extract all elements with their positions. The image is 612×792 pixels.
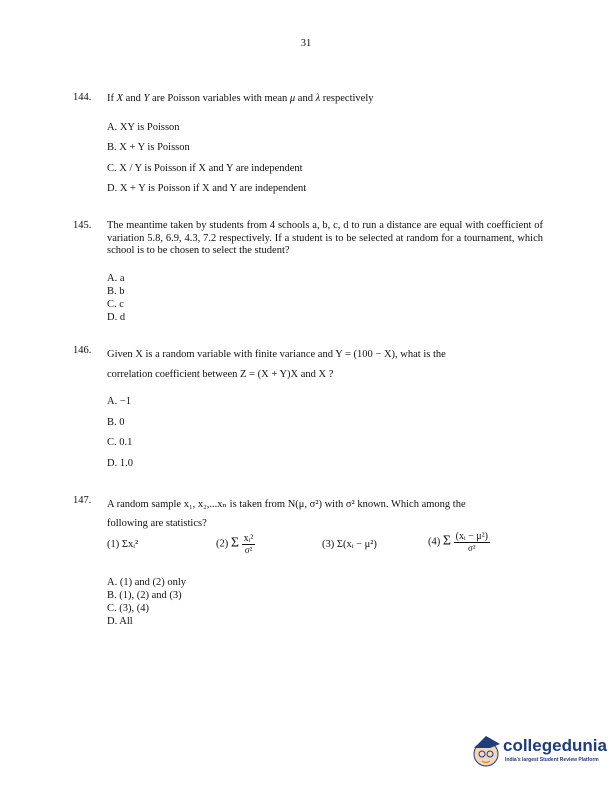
question-146 [73,345,543,469]
statistic-label: (1) [107,539,120,550]
fraction-denominator: σ² [468,543,476,553]
stem-text: If [107,93,117,104]
stem-var: X [116,93,124,104]
question-number: 146. [73,345,92,356]
question-number: 145. [73,220,92,231]
statistic-label: (4) [428,536,441,548]
question-number: 147. [73,495,92,506]
option-b: B. 0 [107,417,125,428]
stem-var: μ [289,93,296,104]
question-145 [73,220,543,323]
fraction-denominator: σ² [244,545,253,555]
option-c: C. 0.1 [107,437,133,448]
statistic-3 [322,539,377,550]
statistic-2 [216,533,255,555]
stem-var: Y [143,93,150,104]
option-d: D. 1.0 [107,458,133,469]
statistic-label: (3) [322,539,335,550]
option-b: B. b [107,286,125,297]
sigma-symbol: Σ [442,533,452,549]
mascot-icon [474,736,500,766]
statistic-expr: Σ(xᵢ − μ²) [336,539,377,550]
option-d: D. X + Y is Poisson if X and Y are independent [107,183,307,194]
option-c: C. (3), (4) [107,603,149,614]
option-a: A. (1) and (2) only [107,577,187,588]
logo-name: collegedunia [503,736,607,755]
stem-line-2: correlation coefficient between Z = (X + Y)X and X ? [107,369,334,380]
question-number: 144. [73,92,92,103]
statistic-4 [428,531,490,553]
stem-text: and [295,93,316,104]
stem-var: λ [315,93,321,104]
option-d: D. All [107,616,133,627]
sigma-symbol: Σ [230,535,240,551]
fraction [242,533,256,555]
statistic-label: (2) [216,538,229,550]
stem-line-2: following are statistics? [107,518,207,529]
statistic-1 [107,539,138,550]
stem-line-1: A random sample x₁, x₂,...xₙ is taken from N(μ, σ²) with σ² known. Which among the [107,499,466,510]
option-a: A. −1 [107,396,132,407]
option-a: A. a [107,273,125,284]
option-c: C. c [107,299,124,310]
stem-line-1: Given X is a random variable with finite variance and Y = (100 − X), what is the [107,349,446,360]
stem-text: are Poisson variables with mean [149,93,290,104]
question-144 [73,92,543,194]
fraction-numerator: (xᵢ − μ²) [455,531,488,542]
question-stem: The meantime taken by students from 4 schools a, b, c, d to run a distance are equal with coefficient of variation 5.8, 6.9, 4.3, 7.2 respectively. If a student is to be selected at random for a tournament, which school is to be chosen to select the student? [107,220,543,256]
fraction-numerator: xᵢ² [243,533,254,544]
fraction [454,531,490,553]
option-b: B. X + Y is Poisson [107,142,190,153]
option-d: D. d [107,312,126,323]
logo-tagline: India's largest Student Review Platform [505,757,599,763]
option-b: B. (1), (2) and (3) [107,590,182,601]
page-number: 31 [300,38,312,49]
question-stem [107,495,543,533]
option-a: A. XY is Poisson [107,122,180,133]
stem-text: respectively [320,93,374,104]
question-stem [107,345,543,385]
question-stem [107,92,543,106]
statistic-expr: Σxᵢ² [121,539,139,550]
stem-text: and [123,93,144,104]
option-c: C. X / Y is Poisson if X and Y are independent [107,163,303,174]
question-147 [73,495,543,627]
